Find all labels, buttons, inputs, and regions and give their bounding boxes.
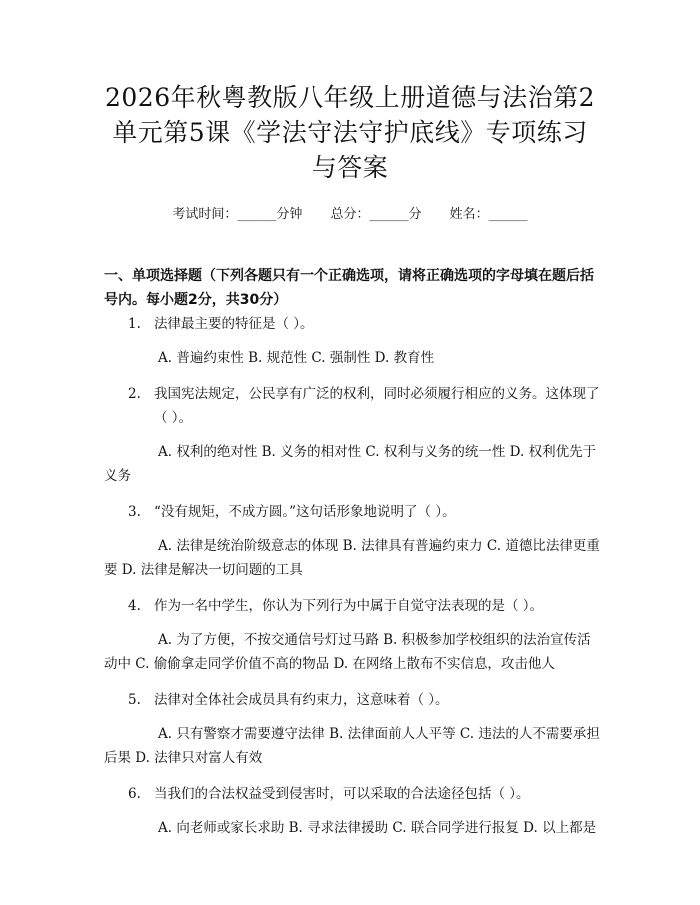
question-stem xyxy=(104,594,600,618)
exam-info xyxy=(0,205,700,225)
question-stem xyxy=(104,382,600,430)
question-1 xyxy=(104,312,600,370)
question-options: A. 普遍约束性 B. 规范性 C. 强制性 D. 教育性 xyxy=(158,350,435,366)
title-line-3: 与答案 xyxy=(311,153,389,182)
document-title xyxy=(95,80,605,185)
question-text: 当我们的合法权益受到侵害时，可以采取的合法途径包括（ ）。 xyxy=(154,786,530,802)
question-list xyxy=(104,312,600,852)
question-2 xyxy=(104,382,600,488)
question-text: 法律最主要的特征是（ ）。 xyxy=(154,316,314,332)
question-number: 5. xyxy=(128,692,141,708)
question-text: 作为一名中学生，你认为下列行为中属于自觉守法表现的是（ ）。 xyxy=(154,598,544,614)
question-number: 1. xyxy=(128,316,141,332)
question-options: A. 向老师或家长求助 B. 寻求法律援助 C. 联合同学进行报复 D. 以上都是 xyxy=(158,820,597,836)
total-score-field: 总分：______分 xyxy=(330,207,422,222)
question-4 xyxy=(104,594,600,676)
question-text: 我国宪法规定，公民享有广泛的权利，同时必须履行相应的义务。这体现了（ ）。 xyxy=(154,386,600,426)
question-stem xyxy=(104,782,600,806)
question-3 xyxy=(104,500,600,582)
question-options: A. 法律是统治阶级意志的体现 B. 法律具有普遍约束力 C. 道德比法律更重要 D. 法律是解决一切问题的工具 xyxy=(104,538,600,578)
exam-time-field: 考试时间：______分钟 xyxy=(172,207,303,222)
question-stem xyxy=(104,688,600,712)
question-number: 2. xyxy=(128,386,141,402)
question-options: A. 权利的绝对性 B. 义务的相对性 C. 权利与义务的统一性 D. 权利优先于义务 xyxy=(104,444,597,484)
question-text: 法律对全体社会成员具有约束力，这意味着（ ）。 xyxy=(154,692,449,708)
question-number: 4. xyxy=(128,598,141,614)
question-stem xyxy=(104,500,600,524)
title-line-1: 2026年秋粤教版八年级上册道德与法治第2 xyxy=(104,83,596,112)
question-number: 3. xyxy=(128,504,141,520)
question-options: A. 只有警察才需要遵守法律 B. 法律面前人人平等 C. 违法的人不需要承担后果 D. 法律只对富人有效 xyxy=(104,726,600,766)
question-options: A. 为了方便，不按交通信号灯过马路 B. 积极参加学校组织的法治宣传活动中 C. 偷偷拿走同学价值不高的物品 D. 在网络上散布不实信息，攻击他人 xyxy=(104,632,591,672)
title-line-2: 单元第5课《学法守法守护底线》专项练习 xyxy=(112,118,588,147)
question-5 xyxy=(104,688,600,770)
question-6 xyxy=(104,782,600,840)
question-text: “没有规矩，不成方圆。”这句话形象地说明了（ ）。 xyxy=(154,504,456,520)
question-number: 6. xyxy=(128,786,141,802)
question-stem xyxy=(104,312,600,336)
student-name-field: 姓名：______ xyxy=(449,207,528,222)
section-title: 一、单项选择题（下列各题只有一个正确选项，请将正确选项的字母填在题后括号内。每小题2分，共30分） xyxy=(104,268,594,308)
